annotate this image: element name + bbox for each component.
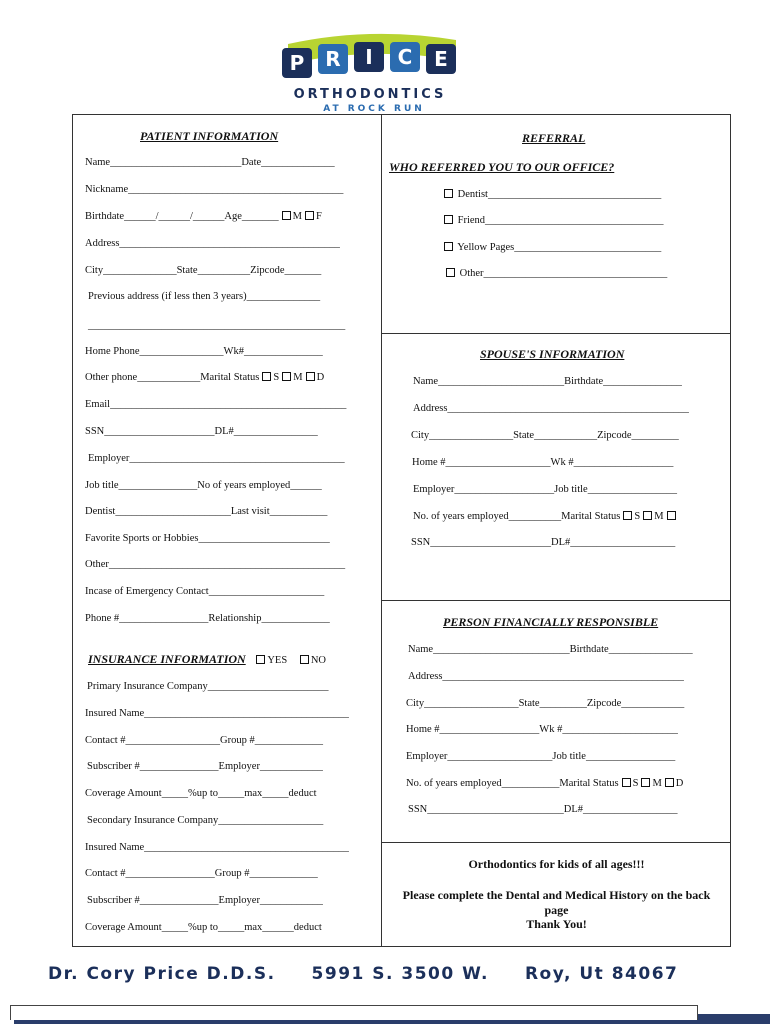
- footer-contact: [48, 964, 678, 984]
- financial-marital-m-checkbox[interactable]: [641, 778, 650, 787]
- divider-financial: [381, 600, 731, 601]
- referral-dentist-label: Dentist_________________________________: [457, 189, 662, 200]
- spouse-city-field[interactable]: City________________State____________Zipcode_________: [411, 430, 679, 441]
- contact-group-field[interactable]: Contact #__________________Group #_____________: [85, 735, 323, 746]
- previous-address-line2[interactable]: _________________________________________________: [88, 320, 346, 331]
- referral-other-label: Other___________________________________: [459, 268, 668, 279]
- insurance-no-label: NO: [310, 655, 326, 666]
- financial-marital-s-checkbox[interactable]: [622, 778, 631, 787]
- patient-city-field[interactable]: City______________State__________Zipcode_______: [85, 265, 322, 276]
- financial-phone-field[interactable]: Home #___________________Wk #______________________: [406, 724, 678, 735]
- secondary-contact-group-field[interactable]: Contact #_________________Group #_____________: [85, 868, 318, 879]
- spouse-employer-field[interactable]: Employer___________________Job title_________________: [413, 484, 677, 495]
- secondary-coverage-field[interactable]: Coverage Amount_____%up to_____max______deduct: [85, 922, 322, 933]
- svg-text:E: E: [434, 47, 448, 71]
- financial-ssn-field[interactable]: SSN__________________________DL#__________________: [408, 804, 678, 815]
- note-kids: Orthodontics for kids of all ages!!!: [468, 857, 645, 871]
- home-phone-field[interactable]: Home Phone________________Wk#_______________: [85, 346, 323, 357]
- financial-marital-s-label: S: [632, 778, 639, 789]
- referral-dentist-checkbox[interactable]: [444, 189, 453, 198]
- emergency-phone-field[interactable]: Phone #_________________Relationship_____________: [85, 613, 330, 624]
- financial-marital-d-label: D: [675, 778, 684, 789]
- referral-dentist-option[interactable]: [441, 189, 661, 201]
- hobbies-field[interactable]: Favorite Sports or Hobbies_________________________: [85, 533, 330, 544]
- referral-friend-label: Friend__________________________________: [457, 215, 664, 226]
- spouse-heading: SPOUSE'S INFORMATION: [480, 347, 625, 361]
- spouse-years-field[interactable]: [413, 511, 678, 523]
- marital-d-label: D: [316, 372, 325, 383]
- spouse-phone-field[interactable]: Home #____________________Wk #___________________: [412, 457, 674, 468]
- financial-years-field[interactable]: [406, 778, 683, 790]
- financial-employer-field[interactable]: Employer____________________Job title_________________: [406, 751, 676, 762]
- marital-s-checkbox[interactable]: [262, 372, 271, 381]
- ssn-field[interactable]: SSN_____________________DL#________________: [85, 426, 318, 437]
- marital-d-checkbox[interactable]: [306, 372, 315, 381]
- referral-question: WHO REFERRED YOU TO OUR OFFICE?: [389, 160, 615, 174]
- spouse-name-field[interactable]: Name________________________Birthdate_______________: [413, 376, 682, 387]
- referral-friend-option[interactable]: [441, 215, 664, 227]
- primary-insurance-field[interactable]: Primary Insurance Company_______________________: [87, 681, 329, 692]
- referral-yellowpages-label: Yellow Pages____________________________: [457, 242, 662, 253]
- note-thank-you: Thank You!: [526, 917, 587, 931]
- coverage-field[interactable]: Coverage Amount_____%up to_____max_____deduct: [85, 788, 317, 799]
- job-title-field[interactable]: Job title_______________No of years employed______: [85, 480, 322, 491]
- gender-m-label: M: [292, 211, 302, 222]
- other-phone-field[interactable]: [85, 372, 324, 384]
- secondary-insurance-field[interactable]: Secondary Insurance Company____________________: [87, 815, 324, 826]
- financial-marital-d-checkbox[interactable]: [665, 778, 674, 787]
- footer-address: 5991 S. 3500 W.: [311, 964, 489, 984]
- gender-f-label: F: [316, 211, 322, 222]
- birthdate-age-label: Birthdate______/______/______Age_______: [85, 211, 279, 222]
- note-complete-history: Please complete the Dental and Medical History on the back page: [402, 888, 711, 917]
- logo-subtitle: ORTHODONTICS: [293, 87, 447, 102]
- spouse-marital-s-checkbox[interactable]: [623, 511, 632, 520]
- price-orthodontics-logo: [270, 30, 470, 114]
- patient-name-field[interactable]: Name_________________________Date______________: [85, 157, 335, 168]
- patient-nickname-field[interactable]: Nickname_________________________________________: [85, 184, 344, 195]
- marital-m-checkbox[interactable]: [282, 372, 291, 381]
- divider-note: [381, 842, 731, 843]
- spouse-ssn-field[interactable]: SSN_______________________DL#____________________: [411, 537, 676, 548]
- other-field[interactable]: Other_____________________________________________: [85, 559, 346, 570]
- financial-name-field[interactable]: Name__________________________Birthdate________________: [408, 644, 693, 655]
- referral-yellowpages-checkbox[interactable]: [444, 242, 453, 251]
- svg-text:R: R: [325, 47, 341, 71]
- patient-info-heading: PATIENT INFORMATION: [140, 129, 279, 143]
- spouse-years-label: No. of years employed__________Marital Status: [413, 511, 621, 522]
- previous-address-field[interactable]: Previous address (if less then 3 years)______________: [88, 291, 321, 302]
- gender-f-checkbox[interactable]: [305, 211, 314, 220]
- insurance-no-checkbox[interactable]: [300, 655, 309, 664]
- spouse-marital-m-label: M: [654, 511, 664, 522]
- referral-heading: REFERRAL: [522, 131, 586, 145]
- other-phone-label: Other phone____________Marital Status: [85, 372, 260, 383]
- svg-text:I: I: [365, 45, 373, 69]
- footer-doctor: Dr. Cory Price D.D.S.: [48, 964, 276, 984]
- financial-marital-m-label: M: [652, 778, 662, 789]
- secondary-subscriber-field[interactable]: Subscriber #_______________Employer____________: [87, 895, 323, 906]
- svg-text:P: P: [289, 51, 305, 75]
- insurance-heading: INSURANCE INFORMATION: [88, 652, 246, 666]
- footer-city: Roy, Ut 84067: [524, 964, 679, 984]
- referral-yellowpages-option[interactable]: [441, 242, 661, 254]
- patient-birthdate-field[interactable]: [85, 211, 322, 223]
- insurance-yes-label: YES: [267, 655, 288, 666]
- footer-bar-outline: [10, 1005, 698, 1020]
- spouse-marital-m-checkbox[interactable]: [643, 511, 652, 520]
- spouse-address-field[interactable]: Address______________________________________________: [413, 403, 689, 414]
- financial-heading: PERSON FINANCIALLY RESPONSIBLE: [443, 615, 659, 629]
- marital-s-label: S: [273, 372, 280, 383]
- financial-city-field[interactable]: City__________________State_________Zipcode____________: [406, 698, 685, 709]
- secondary-insured-name-field[interactable]: Insured Name_______________________________________: [85, 842, 349, 853]
- svg-text:C: C: [397, 45, 413, 69]
- gender-m-checkbox[interactable]: [282, 211, 291, 220]
- insurance-yes-checkbox[interactable]: [256, 655, 265, 664]
- column-divider: [381, 114, 382, 947]
- emergency-contact-field[interactable]: Incase of Emergency Contact______________________: [85, 586, 325, 597]
- referral-friend-checkbox[interactable]: [444, 215, 453, 224]
- insured-name-field[interactable]: Insured Name_______________________________________: [85, 708, 349, 719]
- email-field[interactable]: Email_____________________________________________: [85, 399, 347, 410]
- spouse-marital-extra-checkbox[interactable]: [667, 511, 676, 520]
- marital-m-label: M: [293, 372, 303, 383]
- financial-address-field[interactable]: Address______________________________________________: [408, 671, 684, 682]
- referral-other-checkbox[interactable]: [446, 268, 455, 277]
- divider-spouse: [381, 333, 731, 334]
- patient-address-field[interactable]: Address__________________________________________: [85, 238, 340, 249]
- insurance-heading-row: [88, 653, 326, 667]
- referral-other-option[interactable]: [443, 268, 667, 280]
- spouse-marital-s-label: S: [634, 511, 641, 522]
- subscriber-field[interactable]: Subscriber #_______________Employer____________: [87, 761, 323, 772]
- logo-tagline: AT ROCK RUN: [323, 104, 425, 114]
- dentist-field[interactable]: Dentist______________________Last visit___________: [85, 506, 328, 517]
- employer-field[interactable]: Employer_________________________________________: [88, 453, 345, 464]
- financial-years-label: No. of years employed___________Marital Status: [406, 778, 619, 789]
